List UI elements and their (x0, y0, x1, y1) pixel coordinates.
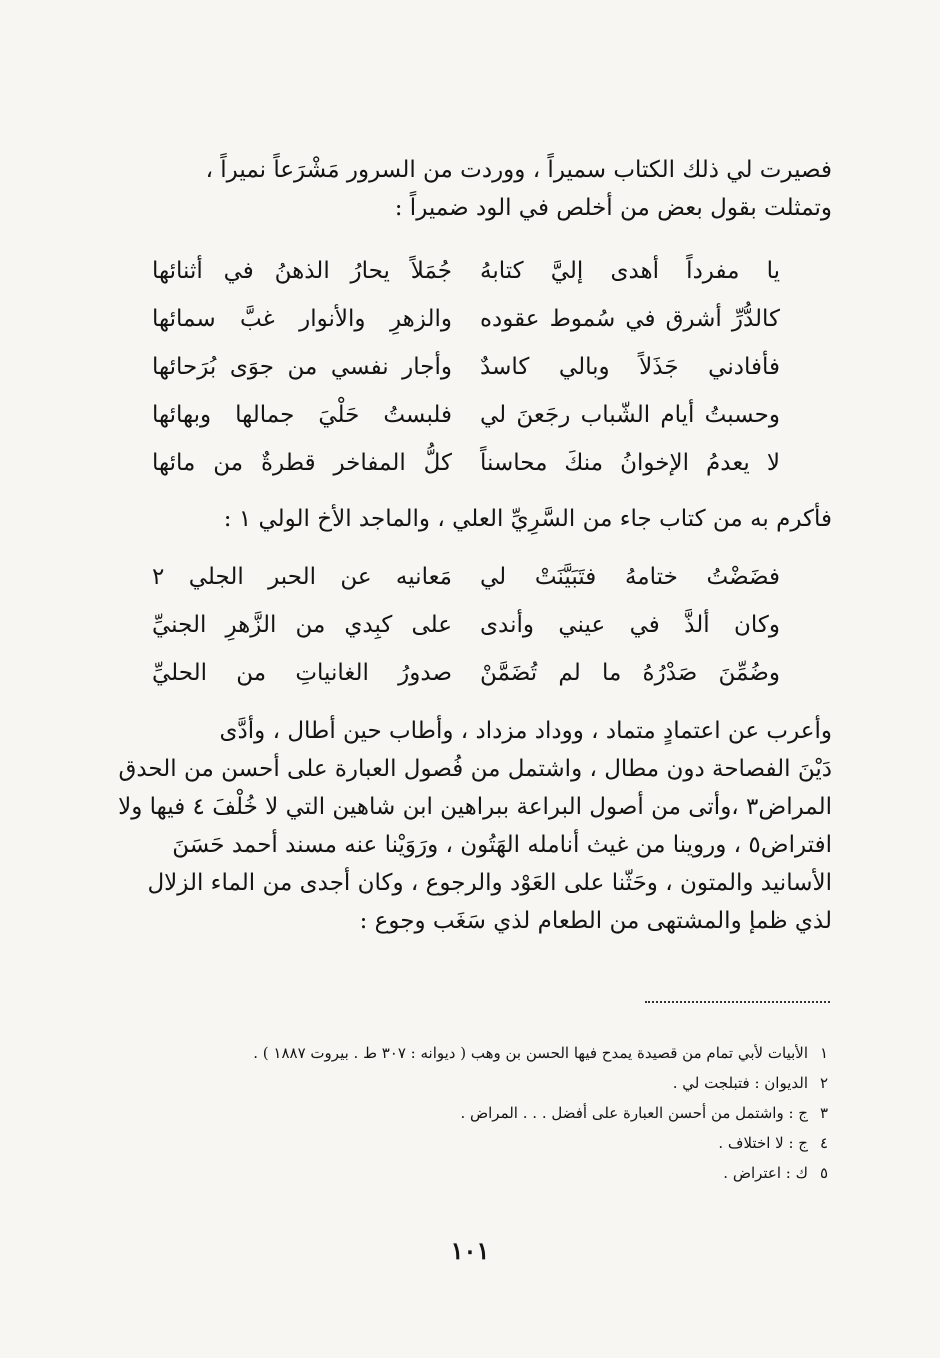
footnote (128, 1068, 828, 1098)
paragraph-line: لذي ظمإ والمشتهى من الطعام لذي سَغَب وجوع : (359, 908, 832, 934)
verse-first-hemistich: يا مفرداً أهدى إليَّ كتابهُ (480, 258, 780, 284)
verse-first-hemistich: وحسبتُ أيام الشّباب رجَعنَ لي (480, 402, 780, 428)
verse-second-hemistich: فلبستُ حَلْيَ جمالها وبهائها (152, 402, 452, 428)
verse-first-hemistich: لا يعدمُ الإخوانُ منكَ محاسناً (480, 450, 780, 476)
paragraph-line: وأعرب عن اعتمادٍ متماد ، ووداد مزداد ، وأطاب حين أطال ، وأدَّى (219, 718, 832, 744)
paragraph-line: المراض٣ ،وأتى من أصول البراعة ببراهين ابن شاهين التي لا خُلْفَ ٤ فيها ولا (118, 794, 832, 820)
verse-first-hemistich: فضَضْتُ ختامهُ فتَبَيَّنَتْ لي (480, 564, 780, 590)
paragraph-line: فأكرم به من كتاب جاء من السَّرِيِّ العلي ، والماجد الأخ الولي ١ : (223, 506, 832, 532)
poem-first (152, 247, 780, 487)
paragraph-line: افتراض٥ ، وروينا من غيث أنامله الهَتُون ، ورَوَيْنا عنه مسند أحمد حَسَنَ (172, 832, 832, 858)
verse-second-hemistich: صدورُ الغانياتِ من الحليِّ (152, 660, 452, 686)
paragraph-line: فصيرت لي ذلك الكتاب سميراً ، ووردت من السرور مَشْرَعاً نميراً ، (205, 157, 832, 183)
footnote-number: ٢ (819, 1074, 828, 1092)
footnote-text: ج : لا اختلاف . (718, 1134, 808, 1152)
footnote (128, 1128, 828, 1158)
verse-first-hemistich: وضُمِّنَ صَدْرُهُ ما لم تُضَمَّنْ (480, 660, 780, 686)
verse-line (152, 343, 780, 391)
footnote-number: ١ (819, 1044, 828, 1062)
footnote (128, 1098, 828, 1128)
verse-line (152, 553, 780, 601)
poem-second (152, 553, 780, 697)
verse-second-hemistich: والزهرِ والأنوار غبَّ سمائها (152, 306, 452, 332)
footnote-text: الديوان : فتبلجت لي . (672, 1074, 808, 1092)
page-number: ١٠١ (450, 1236, 490, 1265)
footnote (128, 1158, 828, 1188)
verse-first-hemistich: وكان ألذَّ في عيني وأندى (480, 612, 780, 638)
verse-line (152, 649, 780, 697)
paragraph-line: دَيْنَ الفصاحة دون مطال ، واشتمل من فُصول العبارة على أحسن من الحدق (118, 756, 832, 782)
paragraph-intro (112, 151, 832, 227)
footnote-number: ٣ (819, 1104, 828, 1122)
verse-line (152, 439, 780, 487)
verse-first-hemistich: فأفادني جَذَلاً وبالي كاسدٌ (480, 354, 780, 380)
verse-line (152, 601, 780, 649)
verse-second-hemistich: جُمَلاً يحارُ الذهنُ في أثنائها (152, 258, 452, 284)
verse-second-hemistich: وأجار نفسي من جوَى بُرَحائها (152, 354, 452, 380)
verse-second-hemistich: مَعانيه عن الحبر الجلي ٢ (152, 564, 452, 590)
footnote-number: ٥ (819, 1164, 828, 1182)
paragraph-transition (112, 500, 832, 538)
verse-second-hemistich: كلُّ المفاخر قطرةٌ من مائها (152, 450, 452, 476)
verse-second-hemistich: على كبِدي من الزَّهرِ الجنيِّ (152, 612, 452, 638)
paragraph-line: الأسانيد والمتون ، وحَثّنا على العَوْد والرجوع ، وكان أجدى من الماء الزلال (147, 870, 832, 896)
paragraph-main (112, 712, 832, 940)
verse-line (152, 295, 780, 343)
verse-line (152, 391, 780, 439)
footnote-divider (645, 1001, 830, 1003)
footnote-number: ٤ (819, 1134, 828, 1152)
footnote-text: ك : اعتراض . (723, 1164, 808, 1182)
verse-first-hemistich: كالدُّرِّ أشرق في سُموط عقوده (480, 306, 780, 332)
footnote (128, 1038, 828, 1068)
verse-line (152, 247, 780, 295)
footnote-text: الأبيات لأبي تمام من قصيدة يمدح فيها الحسن بن وهب ( ديوانه : ٣٠٧ ط . بيروت ١٨٨٧ ) . (253, 1044, 808, 1062)
footnotes (128, 1038, 828, 1188)
paragraph-line: وتمثلت بقول بعض من أخلص في الود ضميراً : (394, 195, 832, 221)
footnote-text: ج : واشتمل من أحسن العبارة على أفضل . . . المراض . (460, 1104, 808, 1122)
